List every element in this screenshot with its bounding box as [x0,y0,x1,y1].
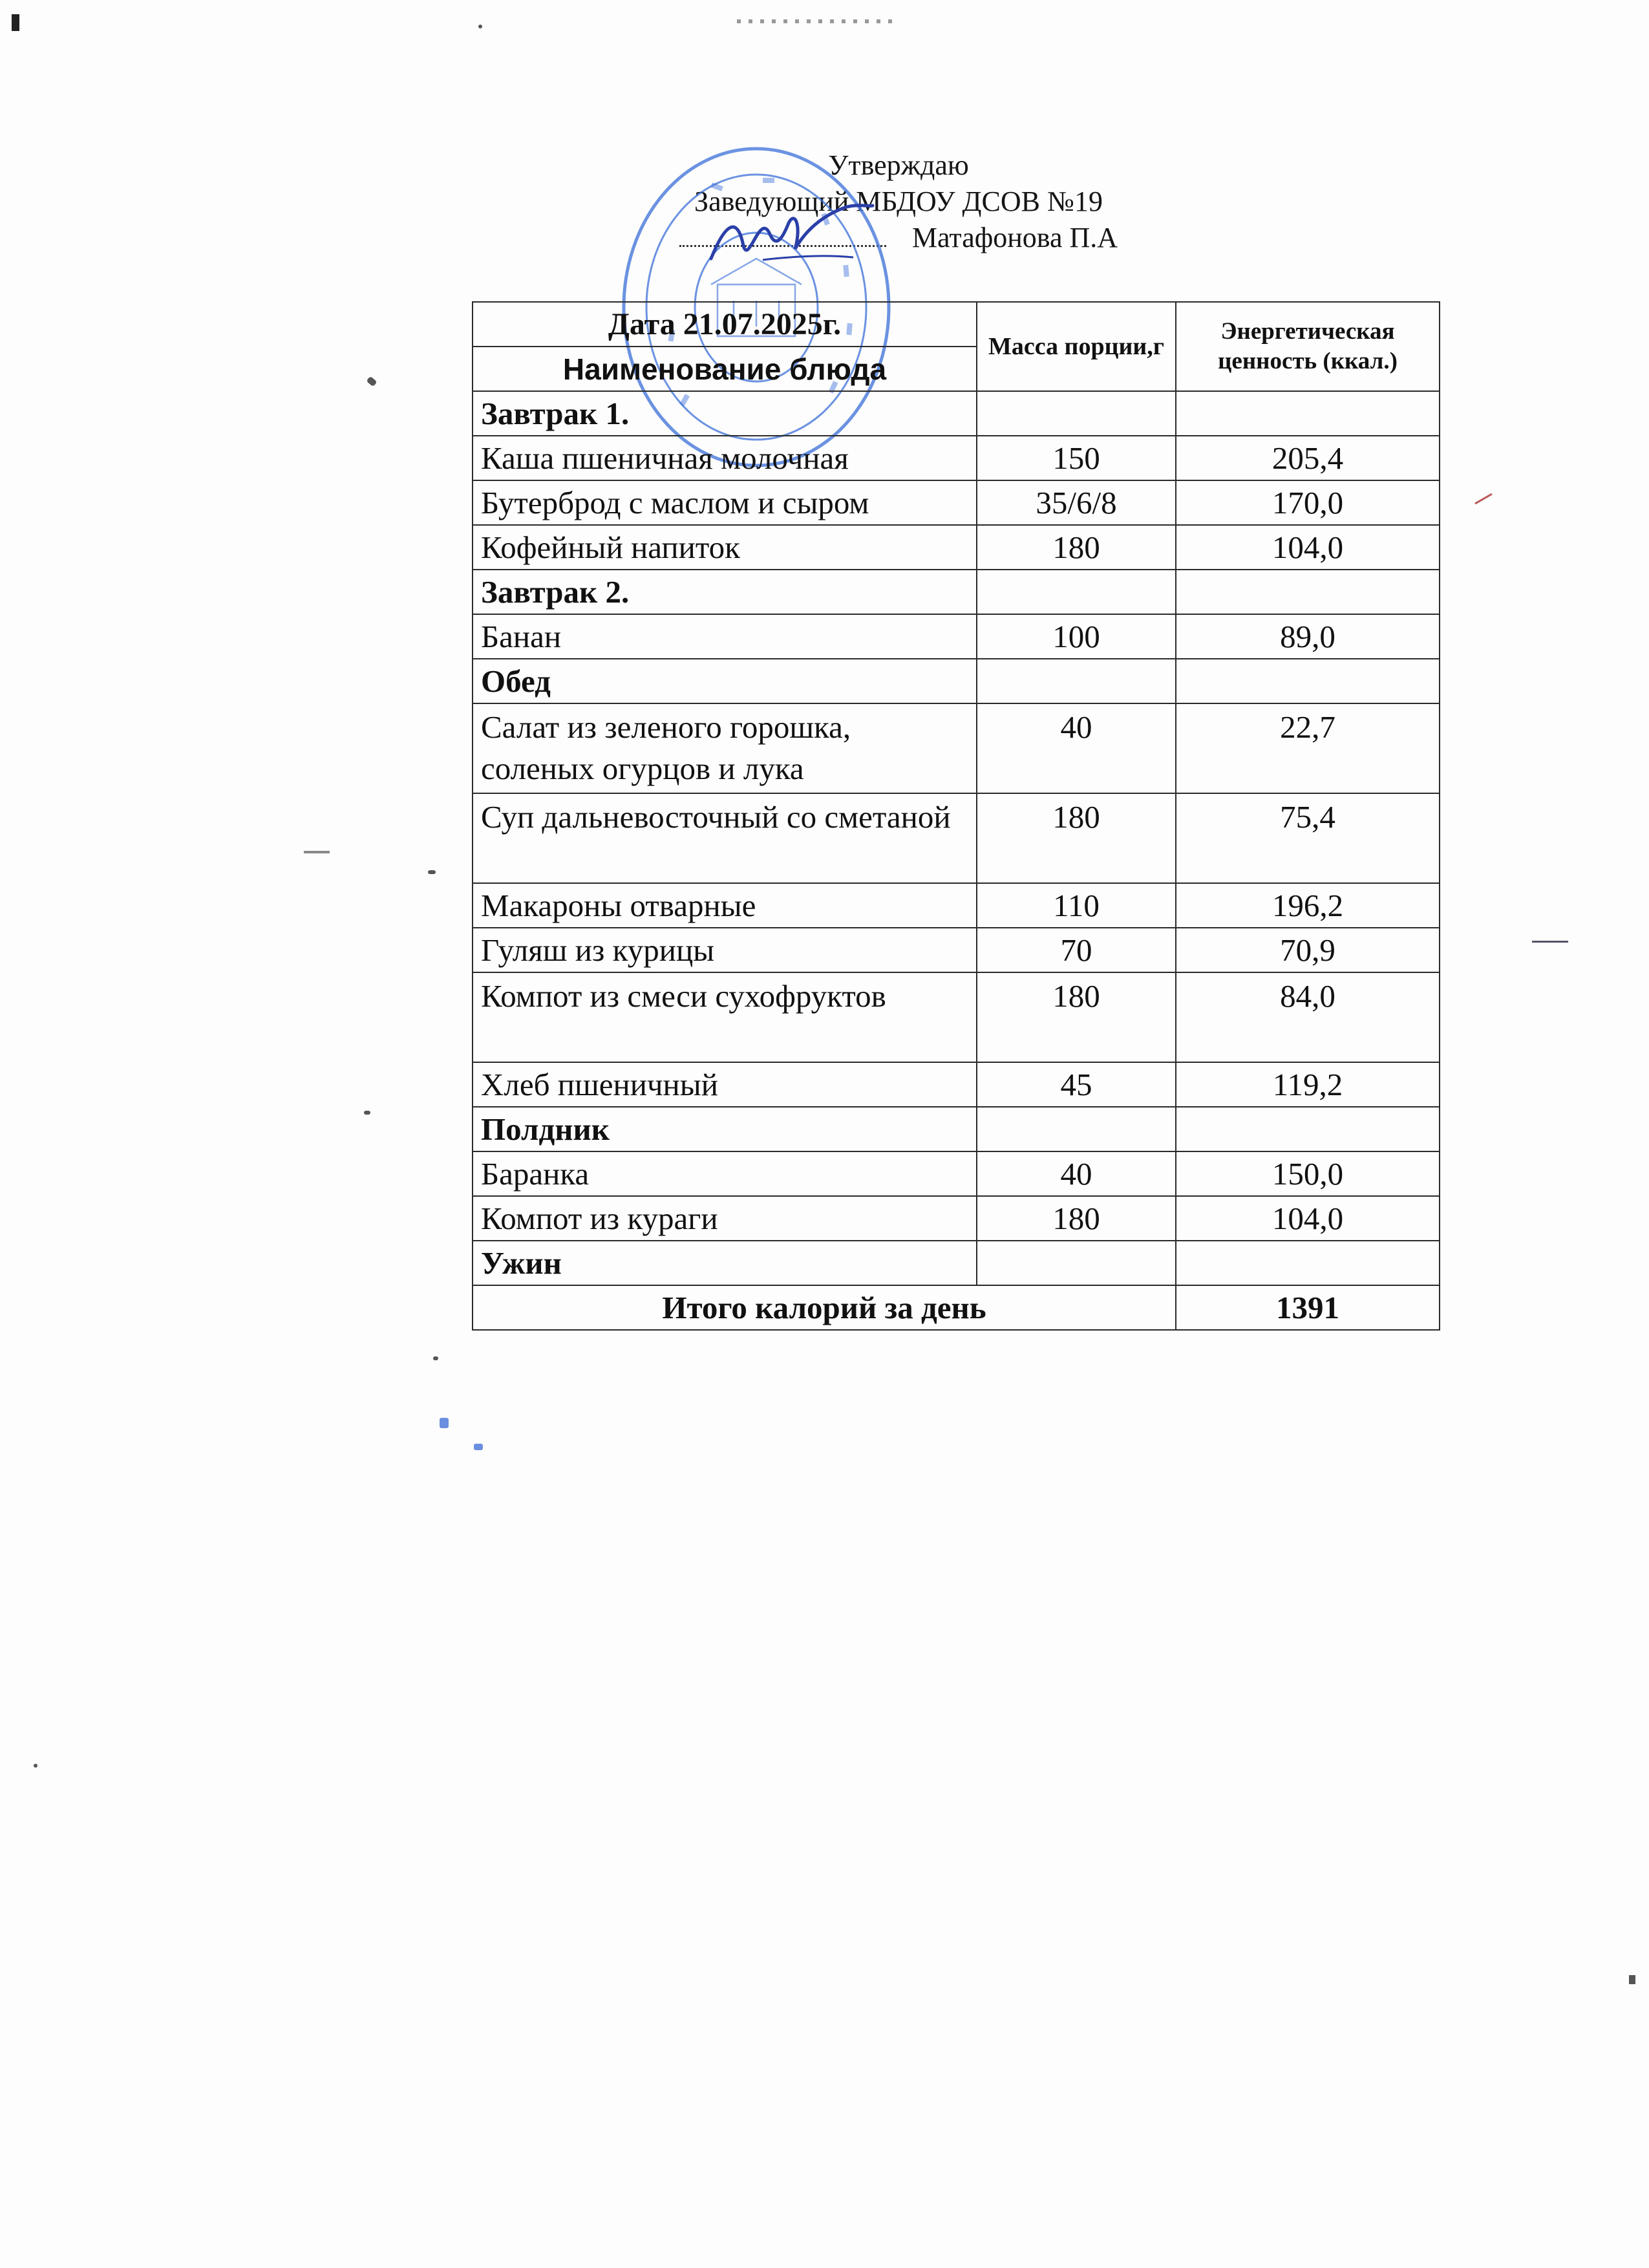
signature-blank [679,245,886,247]
scan-speck [440,1418,449,1428]
mass-cell: 180 [977,1196,1176,1241]
meal-section-name: Ужин [473,1241,977,1285]
approver-name: Матафонова П.А [911,222,1118,253]
kcal-cell: 104,0 [1176,1196,1440,1241]
meal-section-row [473,570,1440,614]
scan-speck [366,376,377,387]
scan-speck [34,1764,37,1768]
kcal-cell [1176,570,1440,614]
scan-speck [474,1444,483,1450]
header-energy: Энергетическая ценность (ккал.) [1176,302,1440,391]
dish-name-cell: Гуляш из курицы [473,928,977,972]
meal-section-name: Полдник [473,1107,977,1151]
header-dish-name: Наименование блюда [473,347,977,391]
dish-name-cell: Салат из зеленого горошка, соленых огурцов и лука [473,703,977,793]
kcal-cell [1176,391,1440,436]
mass-cell: 35/6/8 [977,480,1176,525]
mass-cell: 180 [977,525,1176,570]
meal-section-row [473,391,1440,436]
kcal-cell: 75,4 [1176,793,1440,883]
mass-cell [977,1241,1176,1285]
kcal-cell: 196,2 [1176,883,1440,928]
table-row [473,883,1440,928]
dish-name-cell: Компот из кураги [473,1196,977,1241]
table-row [473,928,1440,972]
kcal-cell [1176,1241,1440,1285]
table-row [473,793,1440,883]
scan-speck [1532,941,1568,943]
mass-cell: 110 [977,883,1176,928]
kcal-cell: 22,7 [1176,703,1440,793]
kcal-cell: 205,4 [1176,436,1440,480]
approval-block [465,147,1332,256]
kcal-cell: 170,0 [1176,480,1440,525]
total-value: 1391 [1176,1285,1440,1330]
table-row [473,436,1440,480]
kcal-cell: 150,0 [1176,1151,1440,1196]
scan-speck [428,870,436,874]
kcal-cell: 89,0 [1176,614,1440,659]
meal-section-row [473,1241,1440,1285]
mass-cell [977,1107,1176,1151]
meal-section-row [473,1107,1440,1151]
table-row [473,525,1440,570]
mass-cell: 40 [977,703,1176,793]
total-label: Итого калорий за день [473,1285,1176,1330]
mass-cell [977,570,1176,614]
dish-name-cell: Бутерброд с маслом и сыром [473,480,977,525]
mass-cell: 40 [977,1151,1176,1196]
mass-cell: 70 [977,928,1176,972]
kcal-cell: 70,9 [1176,928,1440,972]
table-row [473,972,1440,1062]
header-mass: Масса порции,г [977,302,1176,391]
meal-section-name: Завтрак 1. [473,391,977,436]
scan-speck [304,851,330,853]
dish-name-cell: Суп дальневосточный со сметаной [473,793,977,883]
kcal-cell: 104,0 [1176,525,1440,570]
meal-section-row [473,659,1440,703]
mass-cell: 45 [977,1062,1176,1107]
table-row [473,480,1440,525]
mass-cell [977,659,1176,703]
table-row [473,1062,1440,1107]
dish-name-cell: Кофейный напиток [473,525,977,570]
table-header-row [473,302,1440,347]
table-row [473,614,1440,659]
scan-speck [478,25,482,28]
meal-section-name: Обед [473,659,977,703]
scan-top-lines [737,19,892,23]
kcal-cell: 119,2 [1176,1062,1440,1107]
table-row [473,703,1440,793]
mass-cell: 100 [977,614,1176,659]
dish-name-cell: Компот из смеси сухофруктов [473,972,977,1062]
scan-speck [364,1111,370,1115]
menu-rows [473,391,1440,1285]
dish-name-cell: Банан [473,614,977,659]
menu-table [472,301,1440,1331]
dish-name-cell: Баранка [473,1151,977,1196]
kcal-cell [1176,1107,1440,1151]
scan-speck [1629,1975,1635,1984]
mass-cell: 150 [977,436,1176,480]
approval-title: Утверждаю [828,149,969,181]
mass-cell: 180 [977,972,1176,1062]
kcal-cell [1176,659,1440,703]
approval-signature-line [679,220,1118,256]
meal-section-name: Завтрак 2. [473,570,977,614]
mass-cell [977,391,1176,436]
header-date: Дата 21.07.2025г. [473,302,977,347]
dish-name-cell: Хлеб пшеничный [473,1062,977,1107]
table-row [473,1196,1440,1241]
kcal-cell: 84,0 [1176,972,1440,1062]
scan-speck [1474,493,1492,505]
table-row [473,1151,1440,1196]
scan-corner-mark [12,14,19,31]
approval-position: Заведующий МБДОУ ДСОВ №19 [694,186,1103,217]
dish-name-cell: Каша пшеничная молочная [473,436,977,480]
dish-name-cell: Макароны отварные [473,883,977,928]
scan-speck [433,1356,438,1360]
mass-cell: 180 [977,793,1176,883]
total-row [473,1285,1440,1330]
